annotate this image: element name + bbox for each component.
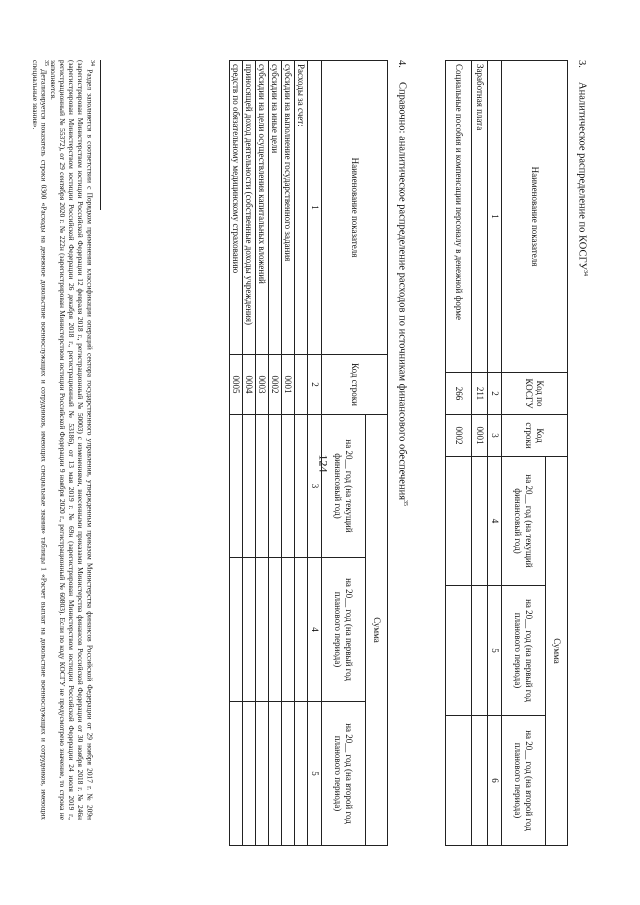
section3-number: 3. (576, 60, 588, 68)
row-name: приносящей доход деятельности (собственные доходы учреждения) (242, 61, 255, 355)
footnote-text: Раздел заполняется в соответствии с Порядком применения классификации операций сектора государственного управления, утвержденным приказом Министерства финансов Российской Федерации от 29 ноября 2017 г. № 209н (зарегистрирован Министерством юстиции Российской Федерации 12 февраля 2018 г., регистрационный № 50003) с изменениями, внесенными приказами Министерства финансов Российской Федерации от 30 ноября 2018 г. № 246н (зарегистрирован Министерством юстиции Российской Федерации 26 декабря 2018 г., регистрационный № 53186), от 13 мая 2019 г. № 69н (зарегистрирован Министерством юстиции Российской Федерации 24 июля 2019 г., регистрационный № 55372), от 29 сентября 2020 г. № 222н (зарегистрирован Министерством юстиции Российской Федерации 9 ноября 2020 г., регистрационный № 60803). Если по коду КОСГУ не предусмотрено значение, то строка не заполняется. (49, 60, 95, 820)
col-number: 2 (308, 355, 322, 415)
value-cell (242, 558, 255, 702)
value-cell (281, 702, 294, 846)
col-number: 5 (308, 702, 322, 846)
row-code: 0002 (268, 355, 281, 415)
row-code: 0001 (472, 415, 488, 457)
section4-title: Справочно: аналитическое распределение расходов по источникам финансового обеспечения (396, 82, 408, 501)
row-code: 0003 (255, 355, 268, 415)
row-code: 0004 (242, 355, 255, 415)
value-cell (281, 415, 294, 558)
footnote-34 (49, 60, 95, 820)
col-number: 3 (488, 415, 502, 457)
footnote-marker: 35 (43, 60, 50, 66)
row-code (294, 355, 307, 415)
column-number-row (488, 61, 502, 846)
table-row (446, 61, 472, 846)
rotated-page-content (0, 30, 600, 890)
value-cell (472, 586, 488, 716)
row-name: Социальные пособия и компенсации персоналу в денежной форме (446, 61, 472, 373)
value-cell (268, 702, 281, 846)
section4-title-sup: 35 (402, 500, 408, 507)
table-row (229, 61, 242, 846)
value-cell (255, 702, 268, 846)
value-cell (242, 702, 255, 846)
table-row (294, 61, 307, 846)
value-cell (294, 558, 307, 702)
header-kosgu: Код по КОСГУ (502, 373, 568, 415)
page-number: 124 (316, 454, 331, 473)
row-name: средств по обязательному медицинскому страхованию (229, 61, 242, 355)
footnote-35 (31, 60, 50, 820)
table-row (255, 61, 268, 846)
financing-sources-table (229, 60, 388, 846)
section3-heading (577, 60, 589, 276)
col-number: 5 (488, 586, 502, 716)
row-name: Заработная плата (472, 61, 488, 373)
table-row (242, 61, 255, 846)
column-number-row (308, 61, 322, 846)
col-number: 1 (488, 61, 502, 373)
value-cell (472, 457, 488, 586)
footnote-marker: 34 (89, 60, 95, 66)
table-row (268, 61, 281, 846)
header-year1: на 20__ год (на текущий финансовый год) (322, 415, 366, 558)
footnote-text: Детализируется показатель строки 0300 «Расходы на денежное довольствие военнослужащих и сотрудников, имеющих специальные звания» таблицы 1 «Расчет выплат на довольствие военнослужащих и сотрудников, имеющих специальные звания». (30, 60, 49, 820)
value-cell (242, 415, 255, 558)
value-cell (268, 558, 281, 702)
section4-number: 4. (396, 60, 408, 68)
header-name: Наименование показателя (322, 61, 388, 355)
col-number: 4 (308, 558, 322, 702)
row-code: 0002 (446, 415, 472, 457)
value-cell (229, 558, 242, 702)
col-number: 2 (488, 373, 502, 415)
col-number: 3 (308, 415, 322, 558)
row-name: субсидии на иные цели (268, 61, 281, 355)
col-number: 6 (488, 716, 502, 846)
header-sum: Сумма (546, 457, 568, 846)
value-cell (294, 415, 307, 558)
value-cell (446, 457, 472, 586)
value-cell (255, 415, 268, 558)
kosgu-table (445, 60, 568, 846)
header-code: Код строки (502, 415, 568, 457)
value-cell (281, 558, 294, 702)
row-kosgu: 211 (472, 373, 488, 415)
value-cell (229, 415, 242, 558)
header-year1: на 20__ год (на текущий финансовый год) (502, 457, 546, 586)
header-sum: Сумма (366, 415, 388, 846)
footnotes (31, 60, 95, 820)
row-code: 0001 (281, 355, 294, 415)
header-year2: на 20__ год (на первый год планового периода) (502, 586, 546, 716)
row-code: 0005 (229, 355, 242, 415)
section3-title-sup: 34 (582, 269, 588, 276)
section3-title: Аналитическое распределение по КОСГУ (576, 82, 588, 270)
row-kosgu: 266 (446, 373, 472, 415)
row-name: Расходы за счет: (294, 61, 307, 355)
header-code: Код строки (322, 355, 388, 415)
header-year3: на 20__ год (на второй год планового периода) (322, 702, 366, 846)
table-row (281, 61, 294, 846)
col-number: 4 (488, 457, 502, 586)
value-cell (446, 716, 472, 846)
header-year2: на 20__ год (на первый год планового периода) (322, 558, 366, 702)
value-cell (472, 716, 488, 846)
value-cell (294, 702, 307, 846)
header-year3: на 20__ год (на второй год планового периода) (502, 716, 546, 846)
value-cell (268, 415, 281, 558)
header-name: Наименование показателя (502, 61, 568, 373)
col-number: 1 (308, 61, 322, 355)
value-cell (255, 558, 268, 702)
value-cell (229, 702, 242, 846)
value-cell (446, 586, 472, 716)
table-row (472, 61, 488, 846)
row-name: субсидии на цели осуществления капитальных вложений (255, 61, 268, 355)
row-name: субсидии на выполнение государственного задания (281, 61, 294, 355)
section4-heading (397, 60, 409, 506)
footnote-divider (100, 60, 101, 210)
